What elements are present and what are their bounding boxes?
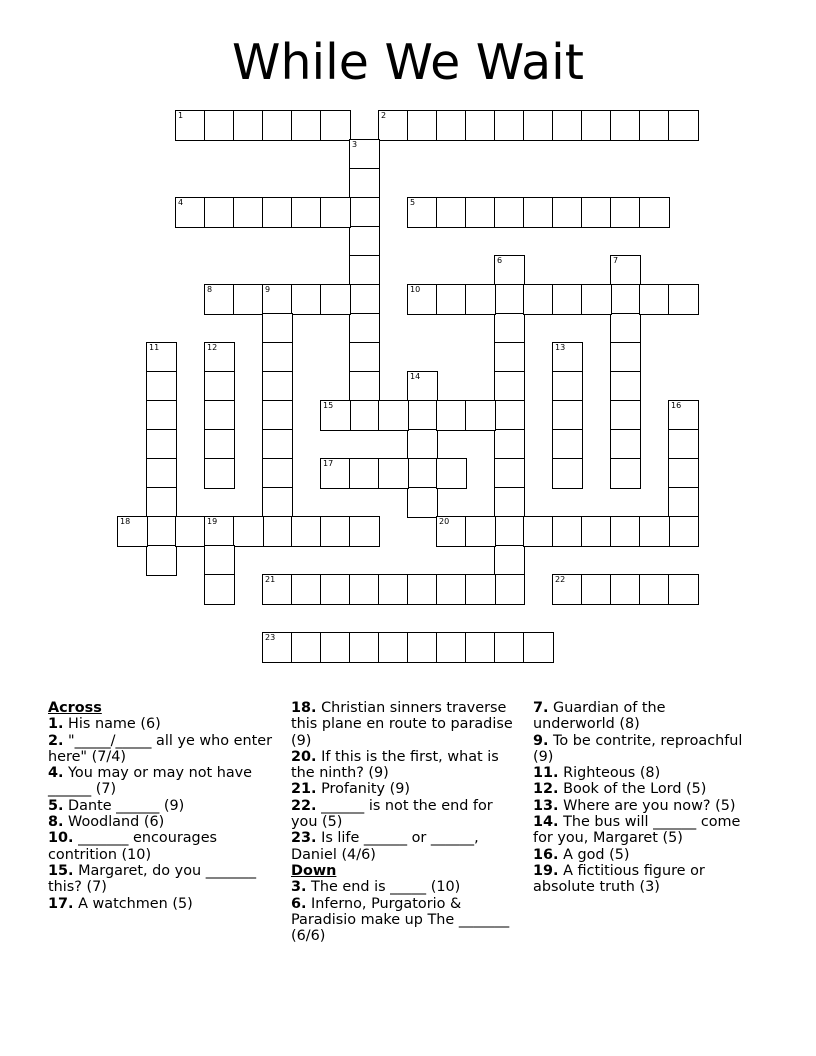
- grid-cell[interactable]: [146, 371, 177, 402]
- grid-cell[interactable]: [378, 400, 409, 431]
- grid-cell[interactable]: [204, 458, 235, 489]
- grid-cell[interactable]: [610, 197, 641, 228]
- grid-cell[interactable]: [668, 429, 699, 460]
- grid-cell[interactable]: [204, 516, 235, 547]
- grid-cell[interactable]: [407, 487, 438, 518]
- clue: [291, 798, 523, 831]
- clue: [48, 814, 278, 830]
- grid-cell[interactable]: [146, 545, 177, 576]
- grid-cell[interactable]: [320, 516, 351, 547]
- grid-cell[interactable]: [668, 574, 699, 605]
- clue: [48, 798, 278, 814]
- grid-cell[interactable]: [494, 400, 525, 431]
- grid-cell[interactable]: [436, 516, 467, 547]
- grid-cell[interactable]: [349, 342, 380, 373]
- grid-cell[interactable]: [465, 574, 496, 605]
- clue: [533, 765, 751, 781]
- clue-number-label: 14.: [533, 814, 559, 831]
- grid-cell[interactable]: [552, 284, 583, 315]
- grid-cell[interactable]: [262, 342, 293, 373]
- grid-cell[interactable]: [436, 458, 467, 489]
- grid-cell[interactable]: [175, 110, 206, 141]
- grid-cell[interactable]: [668, 458, 699, 489]
- grid-cell[interactable]: [117, 516, 148, 547]
- clue: [291, 830, 523, 863]
- grid-cell[interactable]: [320, 632, 351, 663]
- clue-number-label: 12.: [533, 781, 559, 798]
- grid-cell[interactable]: [407, 632, 438, 663]
- grid-cell[interactable]: [610, 255, 641, 286]
- grid-cell[interactable]: [552, 458, 583, 489]
- grid-cell[interactable]: [262, 632, 293, 663]
- grid-cell[interactable]: [146, 429, 177, 460]
- clue-text: _______ encourages contrition (10): [48, 830, 218, 863]
- clue: [291, 896, 523, 945]
- grid-cell[interactable]: [552, 371, 583, 402]
- grid-cell[interactable]: [610, 400, 641, 431]
- clue-text: A god (5): [558, 846, 630, 863]
- clue-number-label: 6.: [291, 895, 307, 912]
- grid-cell[interactable]: [262, 371, 293, 402]
- grid-cell[interactable]: [378, 632, 409, 663]
- grid-cell[interactable]: [552, 516, 583, 547]
- grid-cell[interactable]: [204, 545, 235, 576]
- clue-number-label: 1.: [48, 716, 64, 733]
- clue: [291, 781, 523, 797]
- clue-text: Where are you now? (5): [558, 797, 736, 814]
- grid-cell[interactable]: [262, 400, 293, 431]
- grid-cell[interactable]: [494, 516, 525, 547]
- grid-cell[interactable]: [610, 516, 641, 547]
- grid-cell[interactable]: [407, 284, 438, 315]
- grid-cell[interactable]: [262, 458, 293, 489]
- clue: [48, 863, 278, 896]
- clue-number: 16: [671, 401, 682, 410]
- grid-cell[interactable]: [465, 400, 496, 431]
- clues-column-2: [291, 700, 523, 944]
- grid-cell[interactable]: [291, 284, 322, 315]
- clue-number: 14: [410, 372, 421, 381]
- grid-cell[interactable]: [552, 342, 583, 373]
- grid-cell[interactable]: [465, 516, 496, 547]
- grid-cell[interactable]: [552, 400, 583, 431]
- grid-cell[interactable]: [349, 197, 380, 228]
- grid-cell[interactable]: [262, 313, 293, 344]
- clue-text: ______ is not the end for you (5): [291, 797, 493, 831]
- clue-number-label: 5.: [48, 797, 64, 814]
- grid-cell[interactable]: [668, 110, 699, 141]
- clue-number: 13: [555, 343, 566, 352]
- grid-cell[interactable]: [610, 574, 641, 605]
- grid-cell[interactable]: [523, 516, 554, 547]
- grid-cell[interactable]: [610, 458, 641, 489]
- grid-cell[interactable]: [610, 371, 641, 402]
- clue-number-label: 18.: [291, 700, 317, 716]
- grid-cell[interactable]: [262, 429, 293, 460]
- grid-cell[interactable]: [349, 632, 380, 663]
- clue-text: A fictitious figure or absolute truth (3): [533, 862, 705, 896]
- clue-text: Is life ______ or ______, Daniel (4/6): [291, 830, 479, 863]
- clue-text: His name (6): [63, 716, 161, 733]
- clue-number: 18: [120, 517, 131, 526]
- clue: [533, 798, 751, 814]
- grid-cell[interactable]: [233, 110, 264, 141]
- grid-cell[interactable]: [494, 313, 525, 344]
- grid-cell[interactable]: [668, 487, 699, 518]
- grid-cell[interactable]: [494, 342, 525, 373]
- across-clue-list-continued: [291, 700, 523, 863]
- clue-number-label: 15.: [48, 862, 74, 879]
- grid-cell[interactable]: [262, 197, 293, 228]
- grid-cell[interactable]: [262, 574, 293, 605]
- clues-column-1: [48, 700, 278, 912]
- grid-cell[interactable]: [639, 197, 670, 228]
- clue: [48, 830, 278, 863]
- grid-cell[interactable]: [378, 110, 409, 141]
- clue: [48, 765, 278, 798]
- grid-cell[interactable]: [436, 110, 467, 141]
- grid-cell[interactable]: [494, 429, 525, 460]
- grid-cell[interactable]: [668, 284, 699, 315]
- grid-cell[interactable]: [349, 400, 380, 431]
- grid-cell[interactable]: [610, 342, 641, 373]
- clue: [48, 733, 278, 766]
- clue-text: To be contrite, reproachful (9): [533, 732, 743, 765]
- clue-number: 21: [265, 575, 276, 584]
- grid-cell[interactable]: [523, 284, 554, 315]
- clue-number: 10: [410, 285, 421, 294]
- grid-cell[interactable]: [552, 429, 583, 460]
- grid-cell[interactable]: [407, 197, 438, 228]
- clue-text: You may or may not have ______ (7): [48, 765, 253, 798]
- grid-cell[interactable]: [349, 313, 380, 344]
- clue-text: Guardian of the underworld (8): [533, 700, 666, 733]
- down-clue-list: [291, 879, 523, 944]
- grid-cell[interactable]: [233, 516, 264, 547]
- clue-text: Profanity (9): [316, 781, 411, 798]
- clue: [48, 716, 278, 732]
- clue-text: Margaret, do you _______ this? (7): [48, 862, 257, 896]
- grid-cell[interactable]: [291, 516, 322, 547]
- puzzle-title: While We Wait: [232, 34, 584, 91]
- grid-cell[interactable]: [204, 197, 235, 228]
- clue: [533, 814, 751, 847]
- grid-cell[interactable]: [523, 197, 554, 228]
- grid-cell[interactable]: [436, 197, 467, 228]
- grid-cell[interactable]: [291, 197, 322, 228]
- grid-cell[interactable]: [639, 516, 670, 547]
- grid-cell[interactable]: [407, 371, 438, 402]
- clue-number: 6: [497, 256, 503, 265]
- down-heading: Down: [291, 862, 337, 879]
- grid-cell[interactable]: [436, 284, 467, 315]
- grid-cell[interactable]: [175, 516, 206, 547]
- clue-text: Woodland (6): [63, 814, 165, 831]
- grid-cell[interactable]: [494, 458, 525, 489]
- grid-cell[interactable]: [349, 284, 380, 315]
- clue: [291, 700, 523, 749]
- grid-cell[interactable]: [146, 458, 177, 489]
- clue-text: The bus will ______ come for you, Margaret (5): [533, 814, 741, 847]
- clue-number-label: 11.: [533, 765, 559, 782]
- grid-cell[interactable]: [494, 632, 525, 663]
- clue-text: A watchmen (5): [73, 895, 193, 912]
- clue: [533, 863, 751, 896]
- grid-cell[interactable]: [320, 574, 351, 605]
- grid-cell[interactable]: [610, 110, 641, 141]
- grid-cell[interactable]: [378, 574, 409, 605]
- grid-cell[interactable]: [523, 632, 554, 663]
- grid-cell[interactable]: [552, 197, 583, 228]
- grid-cell[interactable]: [639, 284, 670, 315]
- clue-number-label: 21.: [291, 781, 317, 798]
- clue-text: If this is the first, what is the ninth? (9): [291, 748, 499, 782]
- grid-cell[interactable]: [436, 574, 467, 605]
- grid-cell[interactable]: [436, 632, 467, 663]
- clue: [533, 847, 751, 863]
- grid-cell[interactable]: [581, 284, 612, 315]
- grid-cell[interactable]: [146, 516, 177, 547]
- grid-cell[interactable]: [494, 545, 525, 576]
- grid-cell[interactable]: [494, 110, 525, 141]
- grid-cell[interactable]: [262, 284, 293, 315]
- clue: [48, 896, 278, 912]
- grid-cell[interactable]: [581, 110, 612, 141]
- grid-cell[interactable]: [639, 574, 670, 605]
- grid-cell[interactable]: [204, 110, 235, 141]
- clue-number: 4: [178, 198, 184, 207]
- grid-cell[interactable]: [204, 284, 235, 315]
- grid-cell[interactable]: [494, 574, 525, 605]
- clue-number-label: 7.: [533, 700, 549, 716]
- clue-number-label: 19.: [533, 862, 559, 879]
- grid-cell[interactable]: [407, 458, 438, 489]
- grid-cell[interactable]: [581, 516, 612, 547]
- grid-cell[interactable]: [349, 168, 380, 199]
- clue-number-label: 17.: [48, 895, 74, 912]
- clue-number: 5: [410, 198, 416, 207]
- clue-number: 15: [323, 401, 334, 410]
- grid-cell[interactable]: [465, 197, 496, 228]
- grid-cell[interactable]: [204, 574, 235, 605]
- clue-number: 22: [555, 575, 566, 584]
- clue-number-label: 3.: [291, 879, 307, 896]
- grid-cell[interactable]: [262, 516, 293, 547]
- clue-number-label: 20.: [291, 748, 317, 765]
- clue-number-label: 2.: [48, 732, 64, 749]
- grid-cell[interactable]: [465, 632, 496, 663]
- grid-cell[interactable]: [146, 487, 177, 518]
- grid-cell[interactable]: [320, 400, 351, 431]
- clue: [291, 879, 523, 895]
- grid-cell[interactable]: [639, 110, 670, 141]
- grid-cell[interactable]: [494, 255, 525, 286]
- clue-number: 3: [352, 140, 358, 149]
- grid-cell[interactable]: [349, 371, 380, 402]
- clue-number: 1: [178, 111, 184, 120]
- clue-number: 7: [613, 256, 619, 265]
- clue-number: 12: [207, 343, 218, 352]
- grid-cell[interactable]: [668, 400, 699, 431]
- grid-cell[interactable]: [349, 226, 380, 257]
- grid-cell[interactable]: [407, 429, 438, 460]
- grid-cell[interactable]: [407, 110, 438, 141]
- grid-cell[interactable]: [175, 197, 206, 228]
- clue-number: 20: [439, 517, 450, 526]
- clue-number-label: 4.: [48, 765, 64, 782]
- down-clue-list-continued: [533, 700, 751, 896]
- grid-cell[interactable]: [610, 284, 641, 315]
- grid-cell[interactable]: [494, 197, 525, 228]
- grid-cell[interactable]: [291, 632, 322, 663]
- clue-number-label: 9.: [533, 732, 549, 749]
- clue: [533, 733, 751, 766]
- clue-text: "_____/_____ all ye who enter here" (7/4): [48, 732, 273, 765]
- grid-cell[interactable]: [233, 284, 264, 315]
- grid-cell[interactable]: [146, 400, 177, 431]
- grid-cell[interactable]: [610, 429, 641, 460]
- clue-number-label: 10.: [48, 830, 74, 847]
- clue: [533, 781, 751, 797]
- grid-cell[interactable]: [291, 110, 322, 141]
- clue: [533, 700, 751, 733]
- across-clue-list: [48, 716, 278, 912]
- grid-cell[interactable]: [668, 516, 699, 547]
- grid-cell[interactable]: [291, 574, 322, 605]
- grid-cell[interactable]: [262, 110, 293, 141]
- grid-cell[interactable]: [204, 429, 235, 460]
- clues-column-3: [533, 700, 751, 896]
- clue-text: Book of the Lord (5): [558, 781, 707, 798]
- grid-cell[interactable]: [204, 342, 235, 373]
- grid-cell[interactable]: [552, 574, 583, 605]
- grid-cell[interactable]: [494, 284, 525, 315]
- clue-number: 9: [265, 285, 271, 294]
- clue-text: The end is _____ (10): [306, 879, 461, 896]
- clue-number: 17: [323, 459, 334, 468]
- clue-number-label: 16.: [533, 846, 559, 863]
- grid-cell[interactable]: [407, 574, 438, 605]
- clue-text: Righteous (8): [558, 765, 661, 782]
- grid-cell[interactable]: [378, 458, 409, 489]
- clue-number: 23: [265, 633, 276, 642]
- clue-number: 2: [381, 111, 387, 120]
- clue: [291, 749, 523, 782]
- grid-cell[interactable]: [320, 197, 351, 228]
- grid-cell[interactable]: [465, 284, 496, 315]
- clue-text: Inferno, Purgatorio & Paradisio make up The _______ (6/6): [291, 895, 510, 945]
- grid-cell[interactable]: [494, 371, 525, 402]
- grid-cell[interactable]: [552, 110, 583, 141]
- clue-number: 8: [207, 285, 213, 294]
- grid-cell[interactable]: [610, 313, 641, 344]
- grid-cell[interactable]: [465, 110, 496, 141]
- grid-cell[interactable]: [494, 487, 525, 518]
- clue-number-label: 8.: [48, 814, 64, 831]
- grid-cell[interactable]: [407, 400, 438, 431]
- grid-cell[interactable]: [436, 400, 467, 431]
- grid-cell[interactable]: [262, 487, 293, 518]
- clue-number-label: 22.: [291, 797, 317, 814]
- grid-cell[interactable]: [204, 400, 235, 431]
- grid-cell[interactable]: [320, 458, 351, 489]
- clue-text: Christian sinners traverse this plane en route to paradise (9): [291, 700, 513, 749]
- clue-number-label: 13.: [533, 797, 559, 814]
- grid-cell[interactable]: [146, 342, 177, 373]
- grid-cell[interactable]: [233, 197, 264, 228]
- grid-cell[interactable]: [349, 516, 380, 547]
- grid-cell[interactable]: [581, 197, 612, 228]
- clue-number: 19: [207, 517, 218, 526]
- grid-cell[interactable]: [320, 110, 351, 141]
- grid-cell[interactable]: [320, 284, 351, 315]
- grid-cell[interactable]: [349, 458, 380, 489]
- grid-cell[interactable]: [581, 574, 612, 605]
- clue-text: Dante ______ (9): [63, 797, 185, 814]
- clue-number: 11: [149, 343, 160, 352]
- grid-cell[interactable]: [349, 574, 380, 605]
- across-heading: Across: [48, 700, 102, 716]
- grid-cell[interactable]: [349, 139, 380, 170]
- grid-cell[interactable]: [523, 110, 554, 141]
- grid-cell[interactable]: [204, 371, 235, 402]
- grid-cell[interactable]: [349, 255, 380, 286]
- clue-number-label: 23.: [291, 830, 317, 847]
